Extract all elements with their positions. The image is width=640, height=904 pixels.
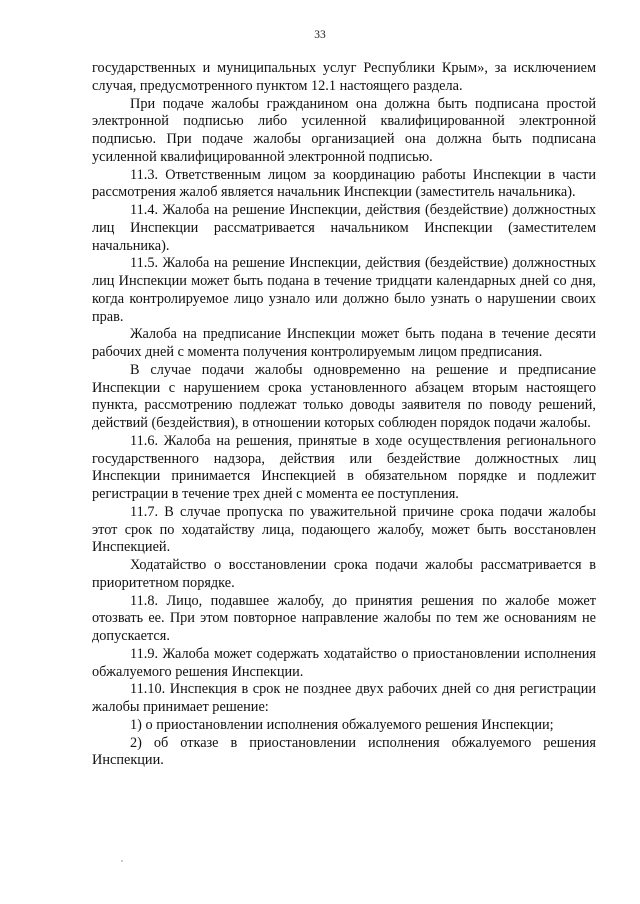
paragraph-signature-requirements: При подаче жалобы гражданином она должна быть подписана простой электронной подписью либо усиленной квалифицированной электронной подписью. При подаче жалобы организацией она должна быть подписана усиленной квалифицированной электронной подписью. [92,95,596,165]
document-body [92,60,596,770]
paragraph-11-7: 11.7. В случае пропуска по уважительной причине срока подачи жалобы этот срок по ходатайству лица, подающего жалобу, может быть восстановлен Инспекцией. [92,503,596,556]
paragraph-11-5-prescription: Жалоба на предписание Инспекции может быть подана в течение десяти рабочих дней с момента получения контролируемым лицом предписания. [92,326,596,360]
paragraph-11-8: 11.8. Лицо, подавшее жалобу, до принятия решения по жалобе может отозвать ее. При этом повторное направление жалобы по тем же основаниям не допускается. [92,592,596,644]
paragraph-11-5-simultaneous: В случае подачи жалобы одновременно на решение и предписание Инспекции с нарушением срока установленного абзацем вторым настоящего пункта, рассмотрению подлежат только доводы заявителя по поводу решений, действий (бездействия), в отношении которых соблюден порядок подачи жалобы. [92,361,596,431]
scan-speck [121,860,123,862]
paragraph-11-10: 11.10. Инспекция в срок не позднее двух рабочих дней со дня регистрации жалобы принимает решение: [92,681,596,715]
paragraph-11-7-petition: Ходатайство о восстановлении срока подачи жалобы рассматривается в приоритетном порядке. [92,557,596,591]
paragraph-11-10-item-1: 1) о приостановлении исполнения обжалуемого решения Инспекции; [130,716,554,733]
paragraph-11-4: 11.4. Жалоба на решение Инспекции, действия (бездействие) должностных лиц Инспекции рассматривается начальником Инспекции (заместителем начальника). [92,202,596,254]
paragraph-11-3: 11.3. Ответственным лицом за координацию работы Инспекции в части рассмотрения жалоб является начальник Инспекции (заместитель начальника). [92,166,596,201]
page-number: 33 [314,29,326,41]
paragraph-11-2-continuation: государственных и муниципальных услуг Республики Крым», за исключением случая, предусмотренного пунктом 12.1 настоящего раздела. [92,60,596,94]
paragraph-11-5: 11.5. Жалоба на решение Инспекции, действия (бездействие) должностных лиц Инспекции может быть подана в течение тридцати календарных дней со дня, когда контролируемое лицо узнало или должно было узнать о нарушении своих прав. [92,255,596,325]
paragraph-11-6: 11.6. Жалоба на решения, принятые в ходе осуществления регионального государственного надзора, действия или бездействие должностных лиц Инспекции принимается Инспекцией в обязательном порядке и подлежит регистрации в течение трех дней с момента ее поступления. [92,432,596,502]
paragraph-11-10-item-2: 2) об отказе в приостановлении исполнения обжалуемого решения Инспекции. [92,734,596,769]
paragraph-11-9: 11.9. Жалоба может содержать ходатайство о приостановлении исполнения обжалуемого решения Инспекции. [92,645,596,680]
